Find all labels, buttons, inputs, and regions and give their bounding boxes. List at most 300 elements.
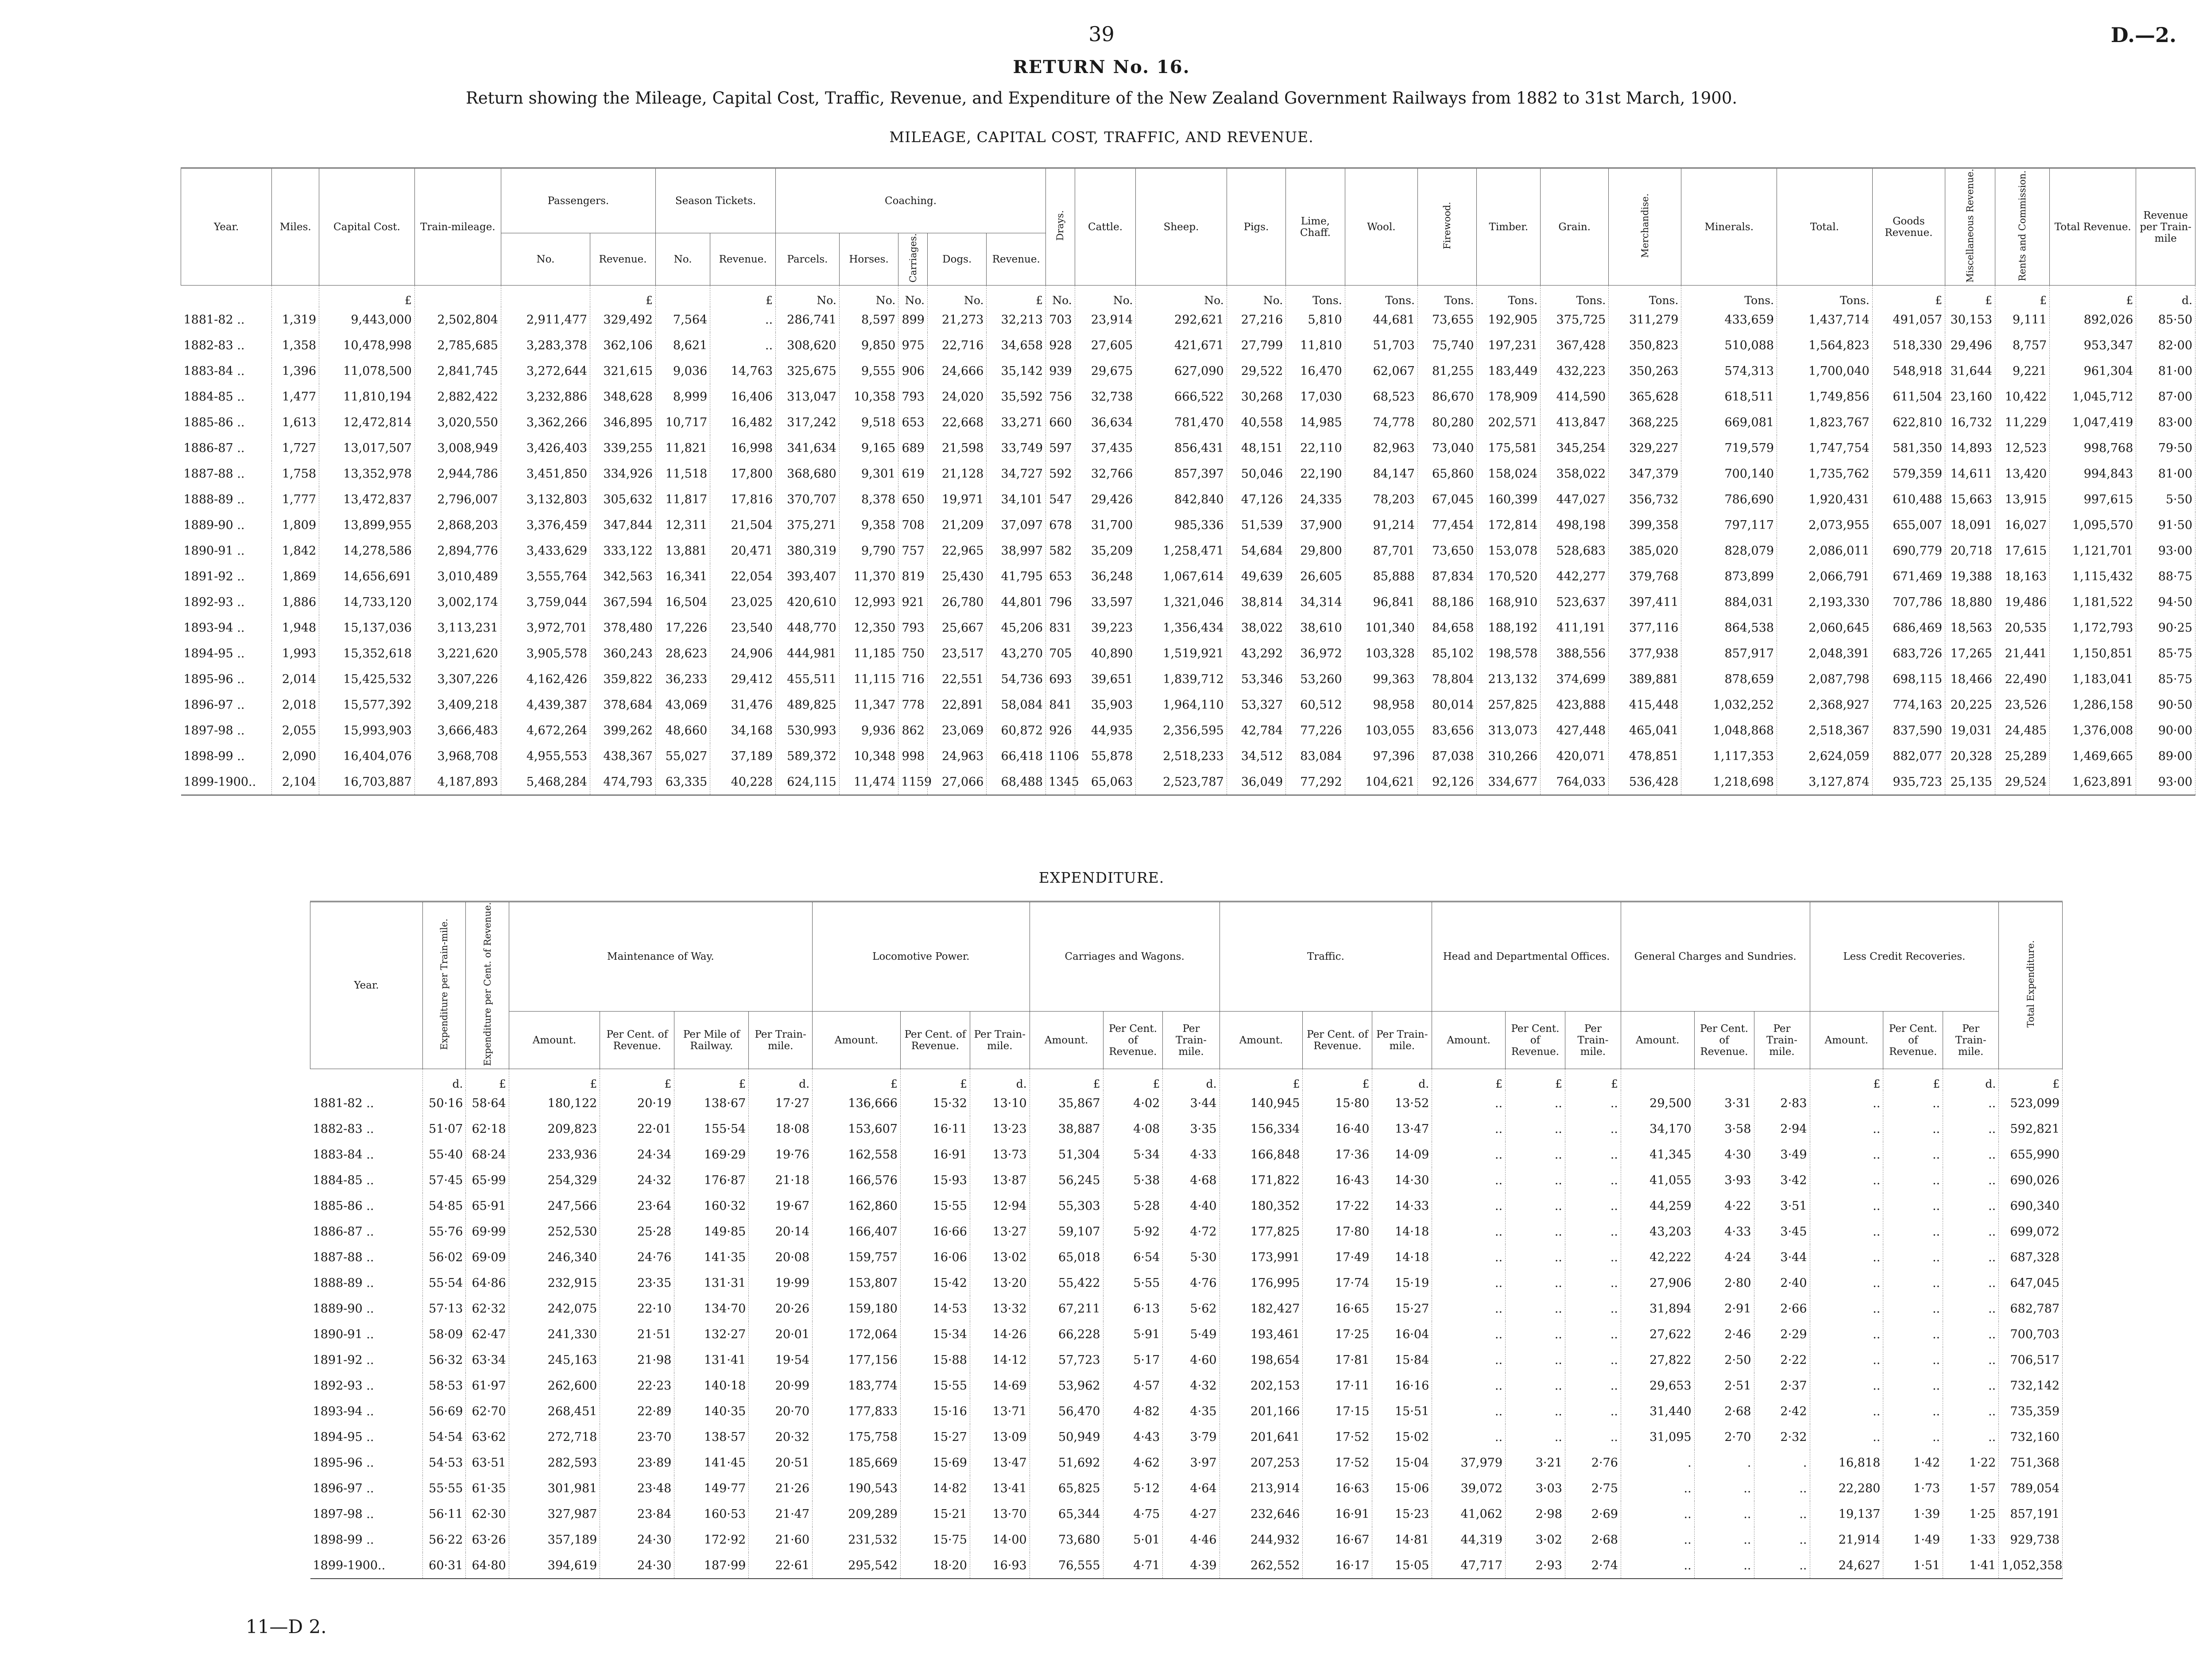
value-cell: 20,718	[1945, 538, 1995, 564]
value-cell: 655,007	[1872, 512, 1945, 538]
value-cell: 15,577,392	[319, 692, 415, 718]
value-cell: 622,810	[1872, 409, 1945, 435]
value-cell: 86,670	[1417, 384, 1476, 409]
value-cell: 25,667	[928, 615, 987, 641]
value-cell: 1·41	[1943, 1553, 1999, 1579]
value-cell: 10,422	[1995, 384, 2049, 409]
value-cell: ..	[1506, 1219, 1565, 1244]
value-cell: 68,523	[1345, 384, 1417, 409]
value-cell: 63·34	[466, 1347, 509, 1373]
value-cell: 1·25	[1943, 1501, 1999, 1527]
value-cell: 1,258,471	[1136, 538, 1227, 564]
value-cell: ..	[1883, 1116, 1943, 1142]
value-cell: 420,071	[1541, 743, 1609, 769]
value-cell: 690,779	[1872, 538, 1945, 564]
value-cell: 334,926	[590, 461, 656, 487]
value-cell: ..	[1810, 1244, 1883, 1270]
value-cell: 732,160	[1999, 1424, 2063, 1450]
value-cell: 31,476	[710, 692, 776, 718]
value-cell: 134·70	[674, 1296, 749, 1321]
value-cell: 51,304	[1030, 1142, 1103, 1167]
value-cell: 2,894,776	[414, 538, 501, 564]
value-cell: 93·00	[2136, 538, 2195, 564]
value-cell: 53,260	[1286, 666, 1345, 692]
value-cell: 88·75	[2136, 564, 2195, 589]
value-cell: 375,271	[776, 512, 840, 538]
unit-cell: £	[1432, 1069, 1506, 1091]
table-row	[181, 615, 2195, 641]
value-cell: 54·54	[423, 1424, 466, 1450]
value-cell: 213,132	[1477, 666, 1541, 692]
value-cell: 28,623	[655, 641, 710, 666]
table-row	[310, 1373, 2063, 1398]
value-cell: 1,045,712	[2050, 384, 2136, 409]
value-cell: 15·21	[900, 1501, 970, 1527]
value-cell: 1345	[1046, 769, 1075, 795]
value-cell: 9,518	[839, 409, 898, 435]
value-cell: 90·00	[2136, 718, 2195, 743]
value-cell: 78,804	[1417, 666, 1476, 692]
value-cell: 8,621	[655, 332, 710, 358]
value-cell: 20·51	[749, 1450, 813, 1475]
value-cell: 2,193,330	[1777, 589, 1873, 615]
value-cell: 63·51	[466, 1450, 509, 1475]
value-cell: 13·10	[970, 1090, 1030, 1116]
value-cell: ..	[1810, 1219, 1883, 1244]
value-cell: 1,117,353	[1681, 743, 1777, 769]
year-cell: 1888-89 ..	[181, 487, 272, 512]
value-cell: 21·26	[749, 1475, 813, 1501]
value-cell: 30,268	[1227, 384, 1285, 409]
value-cell: 367,428	[1541, 332, 1609, 358]
value-cell: 31,644	[1945, 358, 1995, 384]
value-cell: ..	[1694, 1475, 1754, 1501]
value-cell: ..	[1565, 1116, 1621, 1142]
value-cell: 1·33	[1943, 1527, 1999, 1553]
value-cell: 172·92	[674, 1527, 749, 1553]
value-cell: 15·32	[900, 1090, 970, 1116]
unit-cell: £	[987, 286, 1046, 307]
col-header: No.	[655, 233, 710, 286]
value-cell: 23·89	[600, 1450, 674, 1475]
value-cell: 55·55	[423, 1475, 466, 1501]
col-header: Train-mileage.	[414, 168, 501, 286]
unit-cell: £	[1030, 1069, 1103, 1091]
value-cell: 17,816	[710, 487, 776, 512]
table-row	[181, 461, 2195, 487]
value-cell: 8,999	[655, 384, 710, 409]
value-cell: 1,321,046	[1136, 589, 1227, 615]
units-row	[310, 1069, 2063, 1091]
value-cell: ..	[1506, 1398, 1565, 1424]
value-cell: 12,350	[839, 615, 898, 641]
value-cell: 22·61	[749, 1553, 813, 1579]
value-cell: 3,433,629	[501, 538, 590, 564]
value-cell: 55,878	[1075, 743, 1136, 769]
value-cell: 84,658	[1417, 615, 1476, 641]
value-cell: 2·50	[1694, 1347, 1754, 1373]
value-cell: 342,563	[590, 564, 656, 589]
value-cell: ..	[1432, 1193, 1506, 1219]
value-cell: 23,914	[1075, 307, 1136, 332]
year-cell: 1883-84 ..	[181, 358, 272, 384]
value-cell: 589,372	[776, 743, 840, 769]
value-cell: 3,968,708	[414, 743, 501, 769]
value-cell: 20·70	[749, 1398, 813, 1424]
unit-cell: £	[900, 1069, 970, 1091]
value-cell: 241,330	[509, 1321, 600, 1347]
value-cell: 56·02	[423, 1244, 466, 1270]
value-cell: 3,972,701	[501, 615, 590, 641]
value-cell: 528,683	[1541, 538, 1609, 564]
value-cell: 22,280	[1810, 1475, 1883, 1501]
table-row	[181, 769, 2195, 795]
col-header: Timber.	[1477, 168, 1541, 286]
unit-cell: £	[1995, 286, 2049, 307]
value-cell: 16,732	[1945, 409, 1995, 435]
value-cell: 13,352,978	[319, 461, 415, 487]
value-cell: 317,242	[776, 409, 840, 435]
group-header-coaching: Coaching.	[776, 168, 1046, 233]
value-cell: 17·80	[1303, 1219, 1372, 1244]
value-cell: 1,067,614	[1136, 564, 1227, 589]
value-cell: 57·13	[423, 1296, 466, 1321]
value-cell: 864,538	[1681, 615, 1777, 641]
year-cell: 1887-88 ..	[181, 461, 272, 487]
value-cell: 183,774	[813, 1373, 901, 1398]
value-cell: 703	[1046, 307, 1075, 332]
value-cell: 1·51	[1883, 1553, 1943, 1579]
value-cell: 87·00	[2136, 384, 2195, 409]
value-cell: 510,088	[1681, 332, 1777, 358]
expenditure-caption: EXPENDITURE.	[1038, 869, 1165, 886]
unit-cell: No.	[839, 286, 898, 307]
value-cell: 22,716	[928, 332, 987, 358]
table-row	[310, 1501, 2063, 1527]
value-cell: 2,048,391	[1777, 641, 1873, 666]
value-cell: 69·99	[466, 1219, 509, 1244]
value-cell: 9,221	[1995, 358, 2049, 384]
value-cell: 2·68	[1565, 1527, 1621, 1553]
value-cell: 17·52	[1303, 1450, 1372, 1475]
value-cell: ..	[1810, 1398, 1883, 1424]
value-cell: 37,979	[1432, 1450, 1506, 1475]
value-cell: 24·30	[600, 1527, 674, 1553]
col-header: Year.	[310, 902, 423, 1069]
value-cell: 998	[898, 743, 928, 769]
value-cell: 90·25	[2136, 615, 2195, 641]
value-cell: 2·68	[1694, 1398, 1754, 1424]
value-cell: 14,763	[710, 358, 776, 384]
value-cell: 34,727	[987, 461, 1046, 487]
value-cell: 22·23	[600, 1373, 674, 1398]
value-cell: 155·54	[674, 1116, 749, 1142]
value-cell: 182,427	[1220, 1296, 1303, 1321]
value-cell: 25,289	[1995, 743, 2049, 769]
value-cell: 1·39	[1883, 1501, 1943, 1527]
value-cell: 690,340	[1999, 1193, 2063, 1219]
year-cell: 1897-98 ..	[310, 1501, 423, 1527]
value-cell: 103,055	[1345, 718, 1417, 743]
value-cell: 22,965	[928, 538, 987, 564]
value-cell: 170,520	[1477, 564, 1541, 589]
value-cell: 329,492	[590, 307, 656, 332]
value-cell: 4,162,426	[501, 666, 590, 692]
value-cell: 175,758	[813, 1424, 901, 1450]
value-cell: 1,869	[272, 564, 319, 589]
value-cell: 18·20	[900, 1553, 970, 1579]
value-cell: 1,396	[272, 358, 319, 384]
unit-cell: d.	[970, 1069, 1030, 1091]
value-cell: 54,736	[987, 666, 1046, 692]
value-cell: 310,266	[1477, 743, 1541, 769]
value-cell: 1,564,823	[1777, 332, 1873, 358]
year-cell: 1895-96 ..	[181, 666, 272, 692]
value-cell: 1,286,158	[2050, 692, 2136, 718]
value-cell: 63·62	[466, 1424, 509, 1450]
value-cell: 13,017,507	[319, 435, 415, 461]
value-cell: 3·02	[1506, 1527, 1565, 1553]
value-cell: 160·32	[674, 1193, 749, 1219]
value-cell: ..	[1565, 1167, 1621, 1193]
unit-cell: £	[674, 1069, 749, 1091]
value-cell: 2·83	[1754, 1090, 1810, 1116]
value-cell: 789,054	[1999, 1475, 2063, 1501]
value-cell: 81,255	[1417, 358, 1476, 384]
value-cell: 11,821	[655, 435, 710, 461]
col-header: Revenue.	[987, 233, 1046, 286]
value-cell: 13·20	[970, 1270, 1030, 1296]
table-row	[181, 564, 2195, 589]
value-cell: 131·31	[674, 1270, 749, 1296]
table-row	[181, 358, 2195, 384]
value-cell: 22,891	[928, 692, 987, 718]
value-cell: 14·18	[1372, 1244, 1432, 1270]
value-cell: 11,115	[839, 666, 898, 692]
table-row	[310, 1193, 2063, 1219]
value-cell: 411,191	[1541, 615, 1609, 641]
value-cell: 23,069	[928, 718, 987, 743]
value-cell: 3,113,231	[414, 615, 501, 641]
value-cell: 17·11	[1303, 1373, 1372, 1398]
value-cell: ..	[1565, 1142, 1621, 1167]
unit-cell: £	[1872, 286, 1945, 307]
table-row	[181, 641, 2195, 666]
value-cell: 2·74	[1565, 1553, 1621, 1579]
value-cell: 365,628	[1609, 384, 1681, 409]
unit-cell: £	[1883, 1069, 1943, 1091]
value-cell: 3,409,218	[414, 692, 501, 718]
value-cell: 41,062	[1432, 1501, 1506, 1527]
col-header: No.	[501, 233, 590, 286]
value-cell: 262,600	[509, 1373, 600, 1398]
value-cell: 939	[1046, 358, 1075, 384]
value-cell: ..	[1883, 1347, 1943, 1373]
value-cell: 15·06	[1372, 1475, 1432, 1501]
value-cell: 56,470	[1030, 1398, 1103, 1424]
value-cell: 334,677	[1477, 769, 1541, 795]
value-cell: 15·69	[900, 1450, 970, 1475]
value-cell: 1,886	[272, 589, 319, 615]
value-cell: 177,156	[813, 1347, 901, 1373]
sub-header: Amount.	[1621, 1012, 1694, 1069]
value-cell: 39,223	[1075, 615, 1136, 641]
value-cell: ..	[1943, 1142, 1999, 1167]
unit-cell: £	[1303, 1069, 1372, 1091]
value-cell: 17·49	[1303, 1244, 1372, 1270]
value-cell: 5·28	[1103, 1193, 1163, 1219]
unit-cell: Tons.	[1417, 286, 1476, 307]
year-cell: 1891-92 ..	[310, 1347, 423, 1373]
year-cell: 1886-87 ..	[181, 435, 272, 461]
value-cell: 380,319	[776, 538, 840, 564]
value-cell: 73,650	[1417, 538, 1476, 564]
value-cell: 23·48	[600, 1475, 674, 1501]
unit-cell: £	[590, 286, 656, 307]
value-cell: 750	[898, 641, 928, 666]
value-cell: 926	[1046, 718, 1075, 743]
value-cell: 20·08	[749, 1244, 813, 1270]
value-cell: 14·30	[1372, 1167, 1432, 1193]
value-cell: 579,359	[1872, 461, 1945, 487]
value-cell: 38,887	[1030, 1116, 1103, 1142]
value-cell: 44,259	[1621, 1193, 1694, 1219]
year-cell: 1899-1900..	[181, 769, 272, 795]
value-cell: 178,909	[1477, 384, 1541, 409]
value-cell: 359,822	[590, 666, 656, 692]
sub-header: Amount.	[1810, 1012, 1883, 1069]
value-cell: 17,226	[655, 615, 710, 641]
value-cell: 8,757	[1995, 332, 2049, 358]
value-cell: 21,914	[1810, 1527, 1883, 1553]
value-cell: ..	[1506, 1090, 1565, 1116]
value-cell: 921	[898, 589, 928, 615]
col-header: Minerals.	[1681, 168, 1777, 286]
value-cell: 2,073,955	[1777, 512, 1873, 538]
value-cell: 3·31	[1694, 1090, 1754, 1116]
col-header: Merchandise.	[1609, 168, 1681, 286]
value-cell: 427,448	[1541, 718, 1609, 743]
value-cell: ..	[1565, 1193, 1621, 1219]
value-cell: 202,571	[1477, 409, 1541, 435]
value-cell: 1,727	[272, 435, 319, 461]
value-cell: 5·30	[1163, 1244, 1220, 1270]
value-cell: 2·37	[1754, 1373, 1810, 1398]
value-cell: 49,639	[1227, 564, 1285, 589]
return-title: RETURN No. 16.	[1013, 57, 1190, 77]
value-cell: 23,540	[710, 615, 776, 641]
value-cell: 339,255	[590, 435, 656, 461]
value-cell: 3·03	[1506, 1475, 1565, 1501]
value-cell: 173,991	[1220, 1244, 1303, 1270]
value-cell: 356,732	[1609, 487, 1681, 512]
value-cell: 209,289	[813, 1501, 901, 1527]
value-cell: 60·31	[423, 1553, 466, 1579]
value-cell: 491,057	[1872, 307, 1945, 332]
value-cell: 61·35	[466, 1475, 509, 1501]
value-cell: 385,020	[1609, 538, 1681, 564]
value-cell: 21,273	[928, 307, 987, 332]
value-cell: 15,352,618	[319, 641, 415, 666]
year-cell: 1889-90 ..	[310, 1296, 423, 1321]
value-cell: 899	[898, 307, 928, 332]
unit-cell: Tons.	[1777, 286, 1873, 307]
value-cell: 14·81	[1372, 1527, 1432, 1553]
value-cell: 23,517	[928, 641, 987, 666]
value-cell: 153,607	[813, 1116, 901, 1142]
value-cell: ..	[1943, 1219, 1999, 1244]
value-cell: 313,047	[776, 384, 840, 409]
year-cell: 1892-93 ..	[181, 589, 272, 615]
value-cell: 2,502,804	[414, 307, 501, 332]
table-row	[310, 1142, 2063, 1167]
value-cell: 58·53	[423, 1373, 466, 1398]
year-cell: 1889-90 ..	[181, 512, 272, 538]
value-cell: 2·46	[1694, 1321, 1754, 1347]
value-cell: 873,899	[1681, 564, 1777, 589]
value-cell: 62·47	[466, 1321, 509, 1347]
value-cell: 64·86	[466, 1270, 509, 1296]
value-cell: 341,634	[776, 435, 840, 461]
value-cell: 370,707	[776, 487, 840, 512]
unit-cell: £	[509, 1069, 600, 1091]
value-cell: 5,810	[1286, 307, 1345, 332]
value-cell: ..	[1565, 1296, 1621, 1321]
value-cell: 55,422	[1030, 1270, 1103, 1296]
value-cell: 14·82	[900, 1475, 970, 1501]
value-cell: 47,717	[1432, 1553, 1506, 1579]
value-cell: 2,356,595	[1136, 718, 1227, 743]
value-cell: 618,511	[1681, 384, 1777, 409]
value-cell: 1·57	[1943, 1475, 1999, 1501]
value-cell: 55·76	[423, 1219, 466, 1244]
value-cell: 20,471	[710, 538, 776, 564]
value-cell: 22,110	[1286, 435, 1345, 461]
value-cell: 5·38	[1103, 1167, 1163, 1193]
value-cell: 2,944,786	[414, 461, 501, 487]
value-cell: 138·57	[674, 1424, 749, 1450]
value-cell: 29,653	[1621, 1373, 1694, 1398]
value-cell: 282,593	[509, 1450, 600, 1475]
sub-header: Amount.	[1220, 1012, 1303, 1069]
value-cell: 5·55	[1103, 1270, 1163, 1296]
value-cell: 1,920,431	[1777, 487, 1873, 512]
value-cell: 3,555,764	[501, 564, 590, 589]
value-cell: 997,615	[2050, 487, 2136, 512]
value-cell: 17·22	[1303, 1193, 1372, 1219]
value-cell: 82·00	[2136, 332, 2195, 358]
value-cell: ..	[1810, 1270, 1883, 1296]
value-cell: 378,684	[590, 692, 656, 718]
value-cell: 9,555	[839, 358, 898, 384]
value-cell: 29,675	[1075, 358, 1136, 384]
year-cell: 1886-87 ..	[310, 1219, 423, 1244]
sub-header: Per Train-mile.	[749, 1012, 813, 1069]
value-cell: 4,439,387	[501, 692, 590, 718]
value-cell: 29,496	[1945, 332, 1995, 358]
value-cell: 3·93	[1694, 1167, 1754, 1193]
value-cell: 75,740	[1417, 332, 1476, 358]
value-cell: 842,840	[1136, 487, 1227, 512]
value-cell: ..	[1883, 1142, 1943, 1167]
value-cell: 732,142	[1999, 1373, 2063, 1398]
value-cell: 1,319	[272, 307, 319, 332]
value-cell: 83,656	[1417, 718, 1476, 743]
value-cell: 51·07	[423, 1116, 466, 1142]
value-cell: 4·33	[1694, 1219, 1754, 1244]
value-cell: 16·11	[900, 1116, 970, 1142]
value-cell: 4·43	[1103, 1424, 1163, 1450]
